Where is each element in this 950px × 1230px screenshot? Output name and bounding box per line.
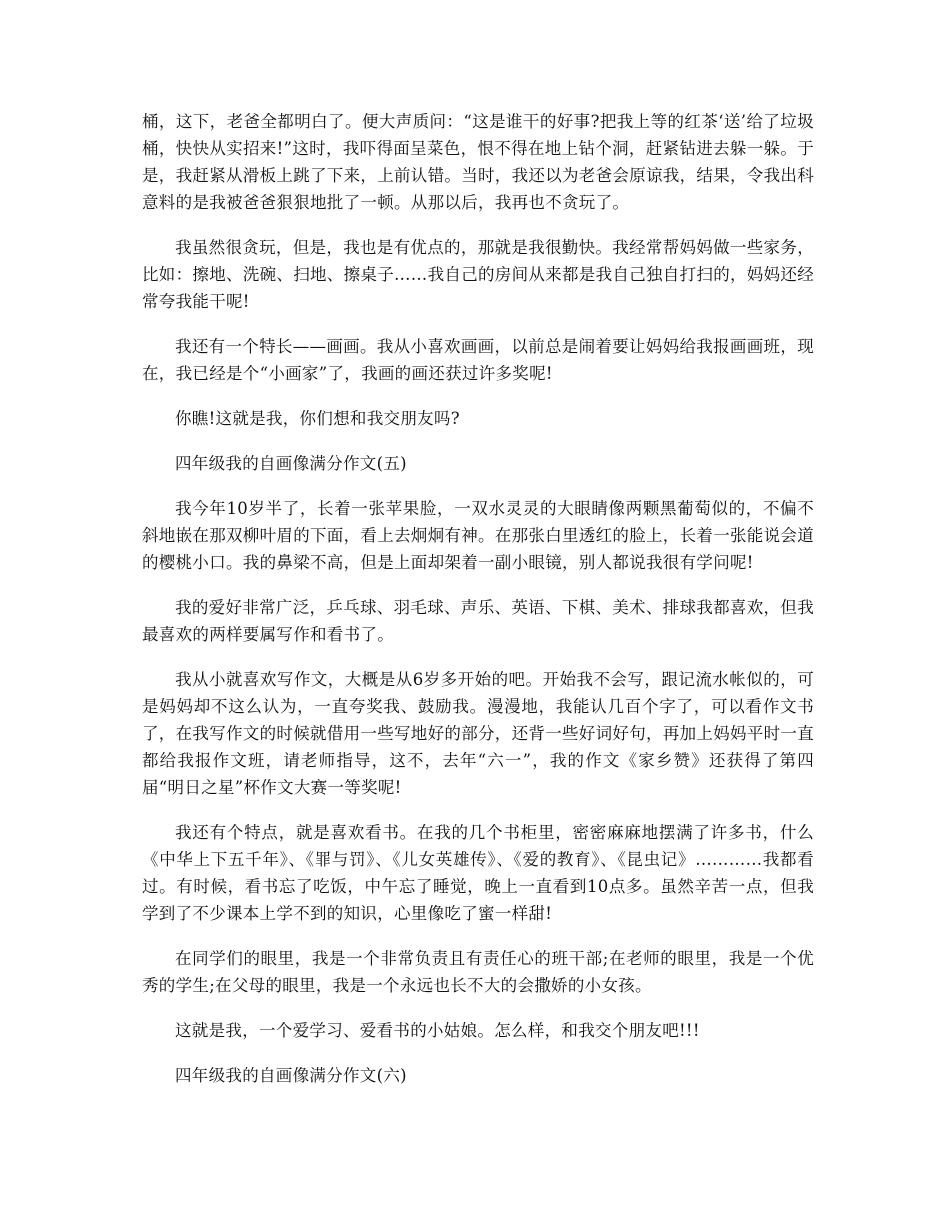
paragraph-roles: 在同学们的眼里，我是一个非常负责且有责任心的班干部;在老师的眼里，我是一个优秀的学生;在父母的眼里，我是一个永远也长不大的会撒娇的小女孩。 [142, 949, 814, 995]
paragraph-continued: 桶，这下，老爸全都明白了。便大声质问：“这是谁干的好事?把我上等的红茶‘送’给了垃圾桶，快快从实招来!”这时，我吓得面呈菜色，恨不得在地上钻个洞，赶紧钻进去躲一躲。于是，我赶紧从滑板上跳了下来，上前认错。当时，我还以为老爸会原谅我，结果，令我出科意料的是我被爸爸狠狠地批了一顿。从那以后，我再也不贪玩了。 [142, 112, 814, 212]
paragraph-closing: 你瞧!这就是我，你们想和我交朋友吗? [175, 409, 460, 428]
paragraph-reading: 我还有个特点，就是喜欢看书。在我的几个书柜里，密密麻麻地摆满了许多书，什么《中华上下五千年》、《罪与罚》、《儿女英雄传》、《爱的教育》、《昆虫记》…………我都看过。有时候，看书忘了吃饭，中午忘了睡觉，晚上一直看到10点多。虽然辛苦一点，但我学到了不少课本上学不到的知识，心里像吃了蜜一样甜! [142, 823, 814, 923]
paragraph-appearance: 我今年10岁半了，长着一张苹果脸，一双水灵灵的大眼睛像两颗黑葡萄似的，不偏不斜地嵌在那双柳叶眉的下面，看上去炯炯有神。在那张白里透红的脸上，长着一张能说会道的樱桃小口。我的鼻梁不高，但是上面却架着一副小眼镜，别人都说我很有学问呢! [142, 499, 814, 572]
document-body [142, 108, 814, 1107]
section-title-6: 四年级我的自画像满分作文(六) [175, 1066, 407, 1085]
paragraph-writing: 我从小就喜欢写作文，大概是从6岁多开始的吧。开始我不会写，跟记流水帐似的，可是妈妈却不这么认为，一直夸奖我、鼓励我。漫漫地，我能认几百个字了，可以看作文书了，在我写作文的时候就借用一些写地好的部分，还背一些好词好句，再加上妈妈平时一直都给我报作文班，请老师指导，这不，去年“六一”，我的作文《家乡赞》还获得了第四届“明日之星”杯作文大赛一等奖呢! [142, 670, 814, 797]
paragraph-diligent: 我虽然很贪玩，但是，我也是有优点的，那就是我很勤快。我经常帮妈妈做一些家务，比如：擦地、洗碗、扫地、擦桌子……我自己的房间从来都是我自己独自打扫的，妈妈还经常夸我能干呢! [142, 238, 814, 311]
paragraph-friends: 这就是我，一个爱学习、爱看书的小姑娘。怎么样，和我交个朋友吧!!! [175, 1021, 700, 1040]
paragraph-drawing: 我还有一个特长——画画。我从小喜欢画画，以前总是闹着要让妈妈给我报画画班，现在，我已经是个“小画家”了，我画的画还获过许多奖呢! [142, 337, 814, 383]
section-title-5: 四年级我的自画像满分作文(五) [175, 454, 407, 473]
paragraph-hobbies: 我的爱好非常广泛，乒乓球、羽毛球、声乐、英语、下棋、美术、排球我都喜欢，但我最喜欢的两样要属写作和看书了。 [142, 598, 814, 644]
